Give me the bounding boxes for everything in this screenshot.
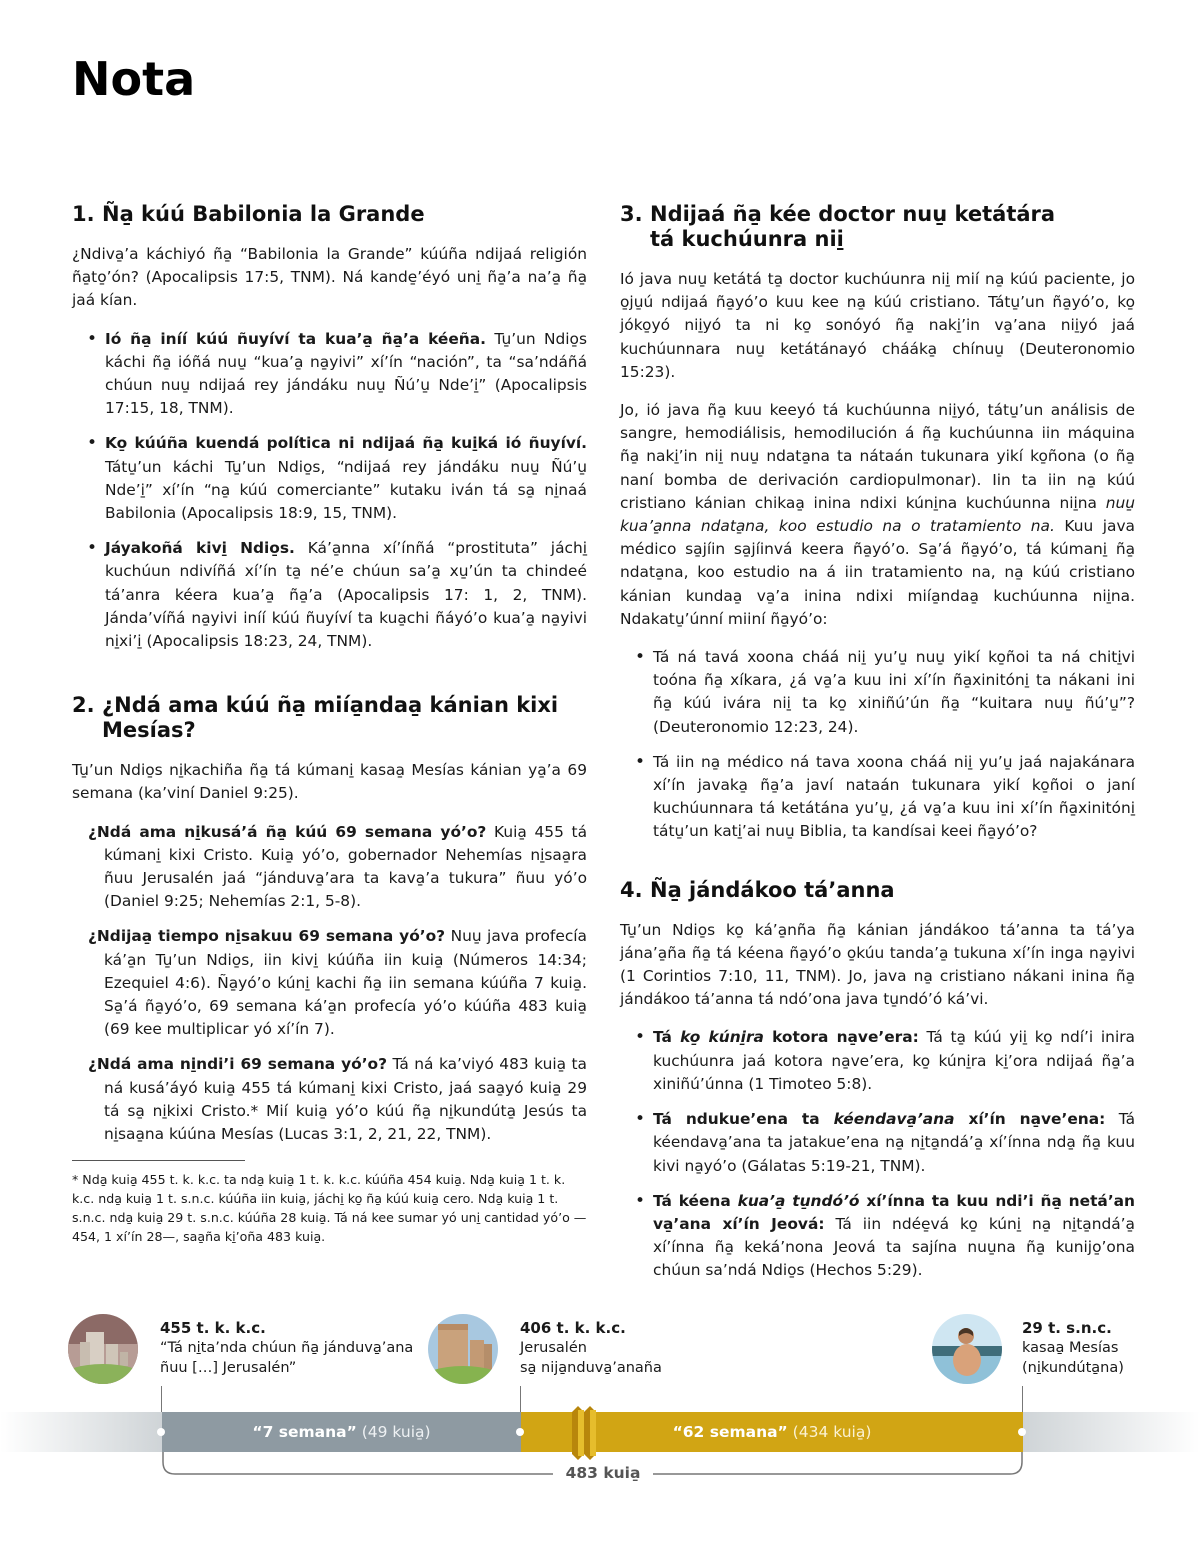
timeline-event — [520, 1318, 662, 1378]
event-caption-line: “Tá ni̱ta’nda chúun ña̱ jánduva̱’ana — [160, 1340, 414, 1356]
segment-62-weeks: “62 semana” (434 kuia̱) — [521, 1412, 1023, 1452]
total-years-label: 483 kuia̱ — [553, 1464, 653, 1482]
section-3-paragraph-2: Jo, ió java ña̱ kuu keeyó tá kuchúunna nii̱yó, tátu̱’un análisis de sangre, hemodiálisis, hemodilución á ña̱ kuchúunna iin máquina ña̱ naki̱’in nii̱ nuu̱ ndata̱na ta nátaán tukunara yikí ko̱ñona (o ña̱ naní bomba de derivación cardiopulmonar). Iin ta iin na̱ kúú cristiano kánian chikaa̱ inina ndixi kúni̱na kuchúunna nii̱na nuu̱ kua’a̱nna ndata̱na, koo estudio na o tratamiento na. Kuu java médico sa̱jíin sa̱jíinvá keera ña̱yó’o. Sa̱’á ña̱yó’o, tá kúmani̱ ña̱ ndata̱na, koo estudio na á iin tratamiento na, na̱ kúú cristiano kánian kundaa̱ va̱’a inina ndixi miía̱ndaa̱ kuchúunna nii̱na. Ndakatu̱’únní miiní ña̱yó’o: — [620, 401, 1135, 628]
emphasis: nuu̱ kua’a̱nna ndata̱na, koo estudio na o tratamiento na. — [620, 493, 1135, 536]
segment-7-weeks: “7 semana” (49 kuia̱) — [162, 1412, 521, 1452]
event-caption-line: Jerusalén — [520, 1340, 587, 1356]
event-caption-line: kasaa̱ Mesías — [1022, 1340, 1119, 1356]
section-1 — [72, 202, 587, 653]
section-number: 2. — [72, 693, 95, 718]
section-number: 1. — [72, 202, 95, 226]
timeline-marker — [516, 1428, 524, 1436]
bullet-item — [87, 432, 587, 525]
section-3-heading — [620, 202, 1135, 252]
bullet-item: • Tá ná tavá xoona cháá nii̱ yu’u̱ nuu̱ yikí ko̱ñoi ta ná chiti̱vi toóna ña̱ xíkara, ¿á va̱’a kuu ini xí’ín ña̱xinitóni̱ ta nákani ini ña̱ kúú ivára nii̱ ta ko̱ xiniñú’ún ña̱ “kuitara nuu̱ ñú’u̱”? (Deuteronomio 12:23, 24). — [635, 646, 1135, 739]
bullet-text: Tu̱’un Ndio̱s káchi ña̱ ióñá nuu̱ “kua’a̱ na̱yivi” xí’ín “nación”, ta “sa’ndáñá chúun nuu̱ ndijaá rey jándáku nuu̱ Ñú’u̱ Nde’i̱” (Apocalipsis 17:15, 18, TNM). — [105, 329, 587, 418]
bullet-lead: Ko̱ kúúña kuendá política ni ndijaá ña̱ kui̱ká ió ñuyíví. — [105, 434, 587, 453]
event-date: 455 t. k. k.c. — [160, 1319, 266, 1337]
section-number: 3. — [620, 202, 643, 226]
section-2-intro: Tu̱’un Ndio̱s ni̱kachiña ña̱ tá kúmani̱ kasaa̱ Mesías kánian ya̱’a 69 semana (ka’viní Daniel 9:25). — [72, 761, 587, 803]
event-date: 406 t. k. k.c. — [520, 1319, 626, 1337]
bullet-item: • Tá kéena kua’a̱ tu̱ndó’ó xí’ínna ta kuu ndi’i ña̱ netá’an va̱’ana xí’ín Jeová: Tá iin ndée̱vá ko̱ kúni̱ na̱ ni̱ta̱ndá’a̱ xí’ínna ña̱ keká’nona Jeová ta sajína nuu̱na ña̱ kunijo̱’ona chúun sa’ndá Ndio̱s (Hechos 5:29). — [635, 1190, 1135, 1283]
qa-item — [88, 925, 587, 1041]
section-4-bullets — [635, 1026, 1135, 1282]
event-tick — [161, 1386, 162, 1412]
qa-item — [88, 1053, 587, 1146]
timeline-marker — [157, 1428, 165, 1436]
qa-answer: Tá ná ka’viyó 483 kuia̱ ta ná kusá’áyó kuia̱ 455 tá kúmani̱ kixi Cristo, jaá saa̱yó kuia̱ 29 tá sa̱ ni̱kixi Cristo.* Mií kuia̱ yó’o kúú ña̱ ni̱kundúta̱ Jesús ta ni̱saa̱na kúúna Mesías (Lucas 3:1, 2, 21, 22, TNM). — [104, 1055, 587, 1144]
section-3-bullets — [635, 646, 1135, 844]
bullet-item — [87, 537, 587, 653]
bullet-item: • Tá ko̱ kúni̱ra kotora na̱ve’era: Tá ta̱ kúú yii̱ ko̱ ndí’i inira kuchúunra jaá kotora na̱ve’era, ko̱ kúni̱ra ki̱’ora ndijaá ña̱’a xiniñú’únna (1 Timoteo 5:8). — [635, 1026, 1135, 1096]
bullet-item: • Tá ndukue’ena ta kéendava̱’ana xí’ín na̱ve’ena: Tá kéendava̱’ana ta jatakue’ena na̱ ni̱ta̱ndá’a̱ xí’ínna nda̱ ña̱ kuu kivi na̱yó’o (Gálatas 5:19-21, TNM). — [635, 1108, 1135, 1178]
qa-question: ¿Ndá ama ni̱ndi’i 69 semana yó’o? — [88, 1055, 388, 1074]
section-3-paragraph-1: Ió java nuu̱ ketátá ta̱ doctor kuchúunra nii̱ mií na̱ kúú paciente, jo o̱ju̱ú ndijaá ña̱yó’o kuu kee na̱ kúú cristiano. Tátu̱’un ña̱yó’o, ko̱ jóko̱yó nii̱yó ta ni ko̱ sonóyó ña̱ naki̱’in va̱’ana nii̱yó jaá kuchúunnara nuu̱ ketátánayó chááka̱ chínuu̱ (Deuteronomio 15:23). — [620, 270, 1135, 381]
city-ruins-image — [68, 1314, 138, 1384]
qa-answer: Kuia̱ 455 tá kúmani̱ kixi Cristo. Kuia̱ yó’o, gobernador Nehemías ni̱saa̱ra ñuu Jerusalén jaá “jánduva̱’ara ta kava̱’a tukura” ñuu yó’o (Daniel 9:25; Nehemías 2:1, 5-8). — [104, 822, 587, 911]
section-1-intro: ¿Ndiva̱’a káchiyó ña̱ “Babilonia la Grande” kúúña ndijaá religión ña̱to̱’ón? (Apocalipsis 17:5, TNM). Ná kande̱’éyó uni̱ ña̱’a na’a̱ ña̱ jaá kían. — [72, 245, 587, 310]
section-4-intro: Tu̱’un Ndio̱s ko̱ ká’a̱nña ña̱ kánian jándákoo tá’anna ta tá’ya jána’a̱ña ña̱ tá kéena ña̱yó’o o̱kúu tanda’a̱ tukuna xí’ín inga na̱yivi (1 Corintios 7:10, 11, TNM). Jo, java na̱ cristiano nákani inina ña̱ jándákoo tá’anna tá ndó’ona java tu̱ndó’ó ká’vi. — [620, 920, 1135, 1009]
event-caption-line: sa̱ nija̱nduva̱’anaña — [520, 1360, 662, 1376]
section-title: Ña̱ kúú Babilonia la Grande — [102, 202, 425, 226]
bullet-text: Ká’a̱nna xí’ínñá “prostituta” jáchi̱ kuchúun ndivíñá xí’ín ta̱ né’e chúun sa’a̱ xu̱’ún ta chindeé tá’anra kéera kua’a̱ ña̱’a (Apocalipsis 17: 1, 2, TNM). Jánda’víñá na̱yivi iníí kúú ñuyíví ta kua̱chi ñáyó’o kua’a̱ na̱yivi ni̱xi’i̱ (Apocalipsis 18:23, 24, TNM). — [105, 539, 588, 651]
qa-item — [88, 821, 587, 914]
event-caption-line: (ni̱kundúta̱na) — [1022, 1360, 1124, 1376]
timeline-event — [1022, 1318, 1124, 1378]
event-tick — [1022, 1386, 1023, 1412]
bullet-text: Tátu̱’un káchi Tu̱’un Ndio̱s, “ndijaá rey jándáku nuu̱ Ñú’u̱ Nde’i̱” xí’ín “na̱ kúú comerciante” kutaku iván tá sa̱ ni̱naá Babilonia (Apocalipsis 18:9, 15, TNM). — [105, 457, 587, 523]
event-caption-line: ñuu […] Jerusalén” — [160, 1360, 297, 1376]
timeline-marker — [1018, 1428, 1026, 1436]
section-1-heading — [72, 202, 587, 227]
timeline — [0, 1300, 1200, 1543]
rebuilt-city-image — [428, 1314, 498, 1384]
section-4-heading — [620, 878, 1135, 903]
baptism-image — [932, 1314, 1002, 1384]
qa-answer: Nuu̱ java profecía ká’a̱n Tu̱’un Ndio̱s, iin kivi̱ kúúña iin kuia̱ (Números 14:34; Ezequiel 4:6). Ña̱yó’o kúni̱ kachi ña̱ iin semana kúúña 7 kuia̱. Sa̱’á ña̱yó’o, 69 semana ká’a̱n profecía yó’o kúúña 483 kuia̱ (69 kee multiplicar yó xí’ín 7). — [104, 927, 587, 1039]
timeline-fade-left — [0, 1412, 162, 1452]
bullet-lead: Ió ña̱ iníí kúú ñuyíví ta kua’a̱ ña̱’a kéeña. — [105, 329, 486, 348]
left-column — [72, 202, 587, 1246]
qa-question: ¿Ndá ama ni̱kusá’á ña̱ kúú 69 semana yó’o? — [88, 822, 487, 841]
bullet-lead: Jáyakoñá kivi̱ Ndio̱s. — [105, 539, 295, 558]
page-title: Nota — [72, 52, 196, 106]
section-title: Ña̱ jándákoo tá’anna — [650, 877, 895, 902]
timeline-fade-right — [1023, 1412, 1200, 1452]
timeline-event — [160, 1318, 413, 1378]
event-date: 29 t. s.n.c. — [1022, 1319, 1112, 1337]
section-4 — [620, 878, 1135, 1283]
section-2 — [72, 693, 587, 1246]
section-number: 4. — [620, 877, 643, 902]
section-title: ¿Ndá ama kúú ña̱ miía̱ndaa̱ kánian kixi Mesías? — [102, 693, 559, 743]
qa-question: ¿Ndijaa̱ tiempo ni̱sakuu 69 semana yó’o? — [88, 927, 446, 946]
section-title: Ndijaá ña̱ kée doctor nuu̱ ketátára tá kuchúunra nii̱ — [650, 202, 1056, 251]
bullet-item — [87, 328, 587, 421]
section-3 — [620, 202, 1135, 844]
right-column — [620, 202, 1135, 1295]
footnote-divider — [72, 1160, 245, 1161]
bullet-item: • Tá iin na̱ médico ná tava xoona cháá nii̱ yu’u̱ jaá najakánara xí’ín javaka̱ ña̱’a javí nataán tukunara yikí ko̱ñoi o janí kuchúunnara tá ketátána yu’u̱, ¿á va̱’a kuu ini xí’ín ña̱xinitóni̱ tátu̱’un kati̱’ai nuu̱ Biblia, ta kandísai keei ña̱yó’o? — [635, 751, 1135, 844]
section-1-bullets — [87, 328, 587, 654]
event-tick — [520, 1386, 521, 1412]
footnote: * Nda̱ kuia̱ 455 t. k. k.c. ta nda̱ kuia̱ 1 t. k. k.c. kúúña 454 kuia̱. Nda̱ kuia̱ 1 t. k. k.c. nda̱ kuia̱ 1 t. s.n.c. kúúña iin kuia̱, jáchi̱ ko̱ ña̱ kúú kuia̱ cero. Nda̱ kuia̱ 1 t. s.n.c. nda̱ kuia̱ 29 t. s.n.c. kúúña 28 kuia̱. Tá ná kee sumar yó uni̱ cantidad yó’o —454, 1 xí’ín 28—, saa̱ña ki̱’oña 483 kuia̱. — [72, 1172, 587, 1245]
section-2-heading — [72, 693, 587, 743]
